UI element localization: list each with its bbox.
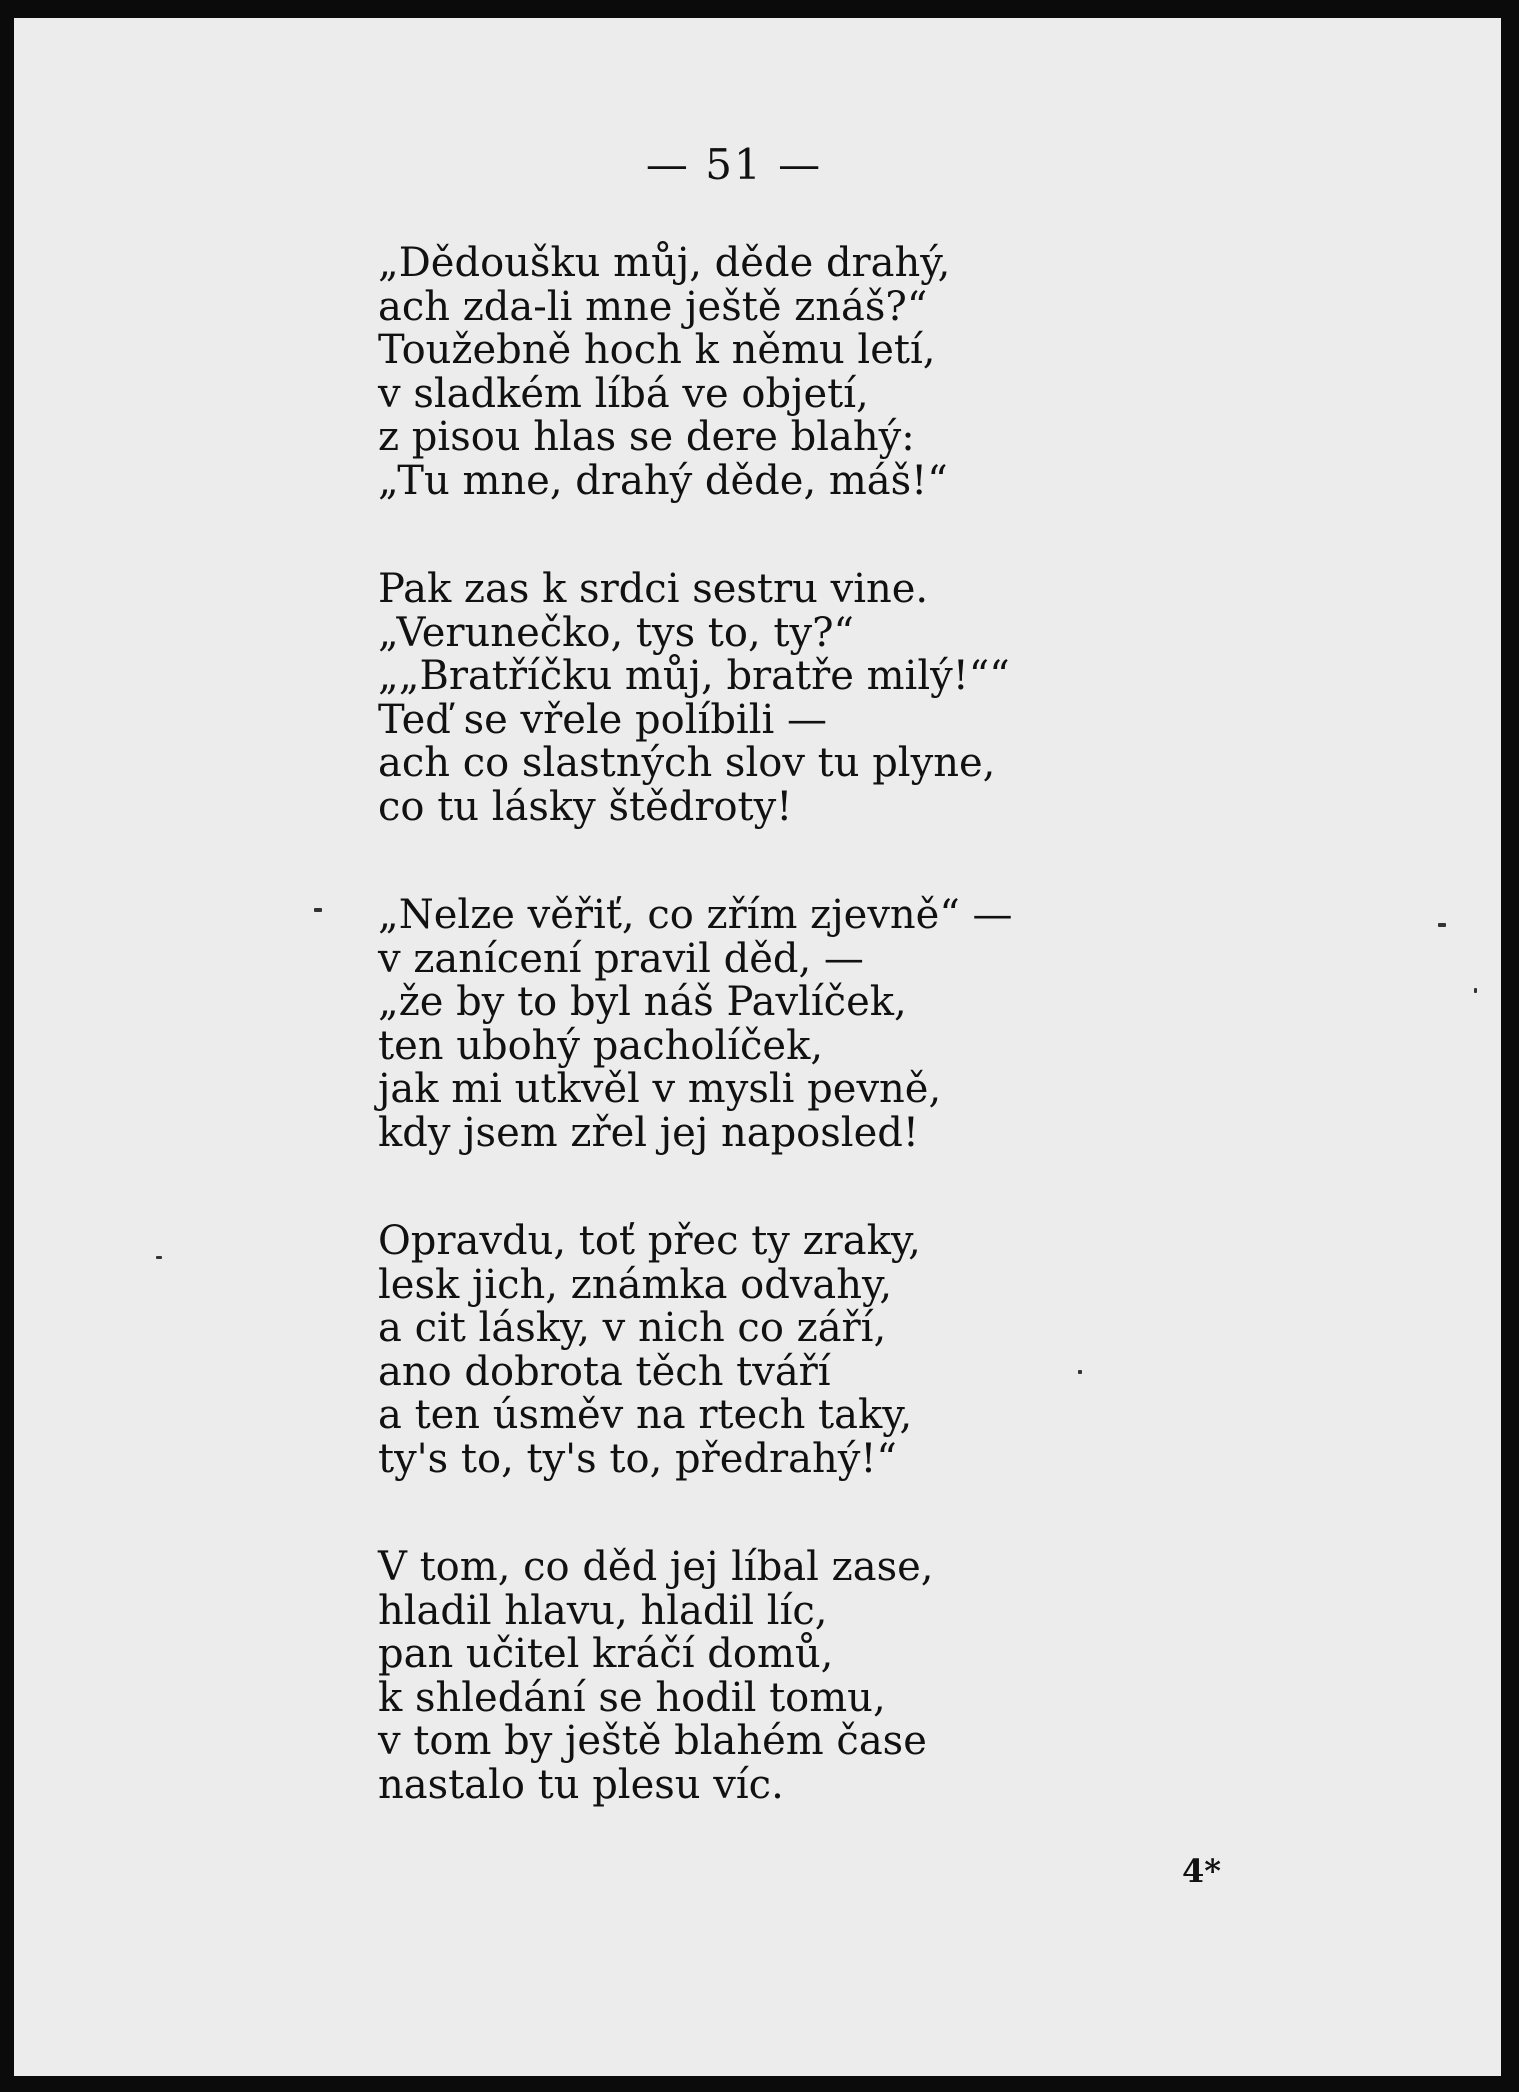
stanza-2	[378, 568, 1098, 829]
poem-line: „Dědoušku můj, děde drahý,	[378, 240, 951, 286]
poem-line: kdy jsem zřel jej naposled!	[378, 1109, 919, 1156]
poem-line: k shledání se hodil tomu,	[378, 1674, 886, 1721]
poem-line: Toužebně hoch k němu letí,	[378, 327, 936, 373]
poem-line: pan učitel kráčí domů,	[378, 1631, 834, 1677]
print-speck	[314, 908, 322, 912]
poem-line: nastalo tu plesu víc.	[378, 1761, 784, 1808]
stanza-5	[378, 1546, 1098, 1807]
poem-line: a cit lásky, v nich co září,	[378, 1305, 887, 1351]
poem-line: ach zda-li mne ještě znáš?“	[378, 283, 928, 330]
poem-line: v tom by ještě blahém čase	[378, 1718, 927, 1764]
poem	[378, 242, 1098, 1872]
print-speck	[1438, 923, 1446, 927]
poem-line: lesk jich, známka odvahy,	[378, 1261, 893, 1308]
poem-line: ach co slastných slov tu plyne,	[378, 740, 996, 786]
print-speck	[1078, 1370, 1082, 1374]
poem-line: Teď se vřele políbili —	[378, 696, 828, 743]
page-number: — 51 —	[645, 140, 823, 189]
poem-line: co tu lásky štědroty!	[378, 783, 793, 830]
poem-line: hladil hlavu, hladil líc,	[378, 1587, 828, 1634]
poem-line: v sladkém líbá ve objetí,	[378, 370, 869, 417]
poem-line: jak mi utkvěl v mysli pevně,	[378, 1066, 942, 1112]
poem-line: „Tu mne, drahý děde, máš!“	[378, 457, 948, 504]
stanza-1	[378, 242, 1098, 503]
poem-line: Pak zas k srdci sestru vine.	[378, 566, 929, 612]
print-speck	[1474, 988, 1477, 993]
print-speck	[156, 1256, 162, 1259]
poem-line: a ten úsměv na rtech taky,	[378, 1392, 913, 1438]
poem-line: „že by to byl náš Pavlíček,	[378, 979, 907, 1025]
stanza-3	[378, 894, 1098, 1155]
stanza-4	[378, 1220, 1098, 1481]
poem-line: ten ubohý pacholíček,	[378, 1022, 824, 1069]
poem-line: „Nelze věřiť, co zřím zjevně“ —	[378, 892, 1013, 938]
poem-line: ano dobrota těch tváří	[378, 1348, 831, 1395]
poem-line: „„Bratříčku můj, bratře milý!““	[378, 653, 1010, 699]
poem-line: Opravdu, toť přec ty zraky,	[378, 1218, 921, 1264]
poem-line: z pisou hlas se dere blahý:	[378, 414, 915, 460]
signature-mark: 4*	[1182, 1852, 1221, 1890]
poem-line: „Verunečko, tys to, ty?“	[378, 609, 854, 656]
poem-line: ty's to, ty's to, předrahý!“	[378, 1435, 897, 1482]
poem-line: v zanícení pravil děd, —	[378, 935, 864, 982]
book-page	[14, 18, 1501, 2076]
poem-line: V tom, co děd jej líbal zase,	[378, 1544, 934, 1590]
